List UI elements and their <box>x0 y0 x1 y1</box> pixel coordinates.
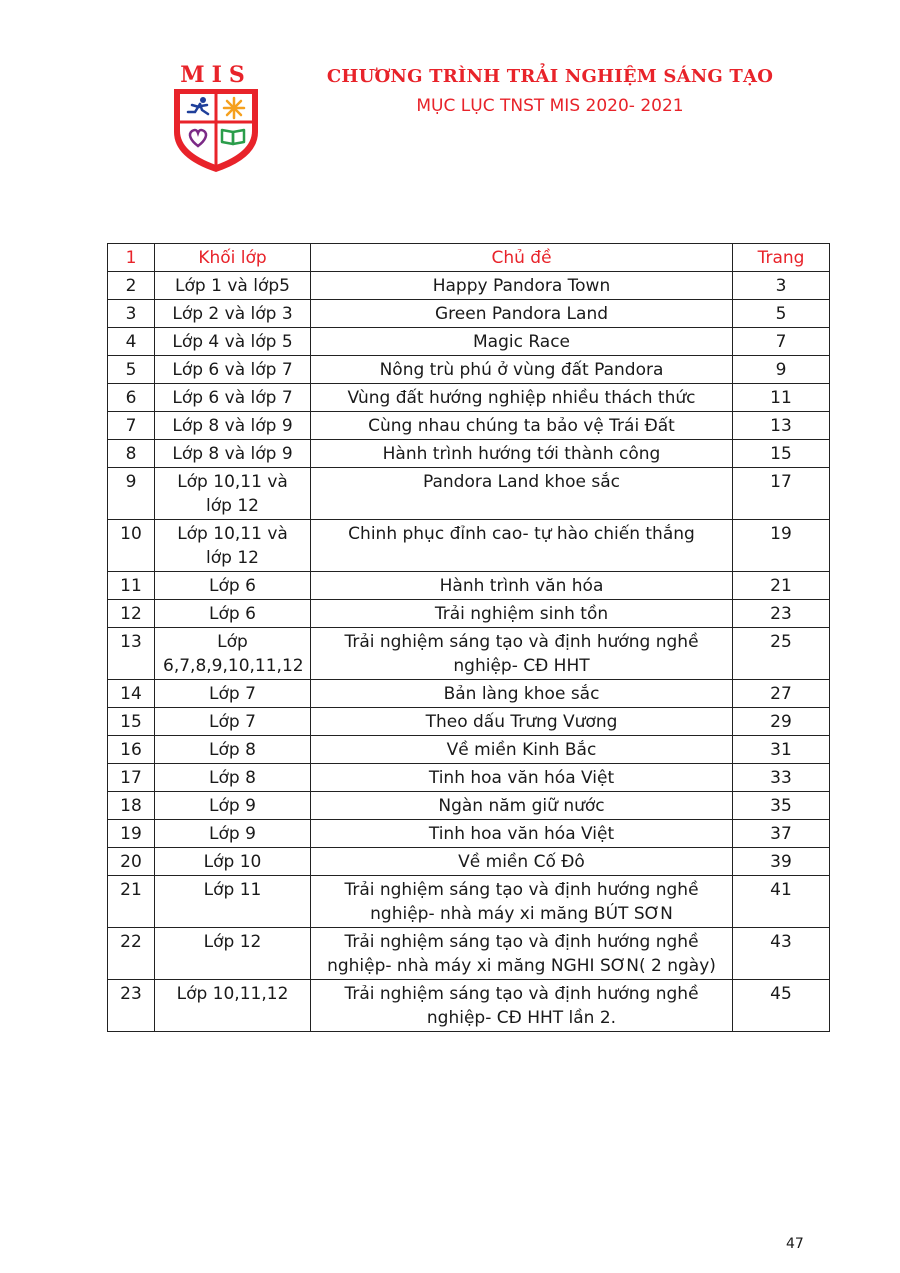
cell-index: 13 <box>108 628 155 680</box>
cell-page: 39 <box>733 848 830 876</box>
table-row <box>108 572 830 600</box>
table-row <box>108 680 830 708</box>
cell-index: 4 <box>108 328 155 356</box>
cell-topic: Magic Race <box>311 328 733 356</box>
header-page: Trang <box>733 244 830 272</box>
cell-topic: Hành trình hướng tới thành công <box>311 440 733 468</box>
cell-grade: Lớp 7 <box>155 708 311 736</box>
table-row <box>108 300 830 328</box>
cell-topic: Chinh phục đỉnh cao- tự hào chiến thắng <box>311 520 733 572</box>
cell-topic: Trải nghiệm sáng tạo và định hướng nghề nghiệp- CĐ HHT <box>311 628 733 680</box>
cell-grade: Lớp 10,11 và lớp 12 <box>155 520 311 572</box>
cell-page: 3 <box>733 272 830 300</box>
cell-grade: Lớp 10,11 và lớp 12 <box>155 468 311 520</box>
cell-index: 14 <box>108 680 155 708</box>
cell-grade: Lớp 10,11,12 <box>155 980 311 1032</box>
cell-grade: Lớp 6 và lớp 7 <box>155 384 311 412</box>
cell-topic: Về miền Kinh Bắc <box>311 736 733 764</box>
table-row <box>108 928 830 980</box>
cell-topic: Cùng nhau chúng ta bảo vệ Trái Đất <box>311 412 733 440</box>
cell-index: 2 <box>108 272 155 300</box>
cell-page: 37 <box>733 820 830 848</box>
cell-topic: Hành trình văn hóa <box>311 572 733 600</box>
cell-index: 18 <box>108 792 155 820</box>
cell-topic: Pandora Land khoe sắc <box>311 468 733 520</box>
cell-page: 35 <box>733 792 830 820</box>
header-topic: Chủ đề <box>311 244 733 272</box>
page-subtitle: MỤC LỤC TNST MIS 2020- 2021 <box>416 96 684 116</box>
table-row <box>108 792 830 820</box>
cell-topic: Trải nghiệm sáng tạo và định hướng nghề nghiệp- nhà máy xi măng NGHI SƠN( 2 ngày) <box>311 928 733 980</box>
cell-index: 5 <box>108 356 155 384</box>
cell-grade: Lớp 9 <box>155 820 311 848</box>
table-row <box>108 848 830 876</box>
contents-table <box>107 243 830 1032</box>
page-number: 47 <box>786 1236 804 1252</box>
cell-topic: Vùng đất hướng nghiệp nhiều thách thức <box>311 384 733 412</box>
cell-topic: Ngàn năm giữ nước <box>311 792 733 820</box>
cell-page: 41 <box>733 876 830 928</box>
table-row <box>108 328 830 356</box>
mis-logo <box>166 62 266 174</box>
cell-page: 31 <box>733 736 830 764</box>
cell-grade: Lớp 7 <box>155 680 311 708</box>
cell-grade: Lớp 2 và lớp 3 <box>155 300 311 328</box>
cell-topic: Happy Pandora Town <box>311 272 733 300</box>
cell-page: 7 <box>733 328 830 356</box>
cell-grade: Lớp 1 và lớp5 <box>155 272 311 300</box>
cell-grade: Lớp 8 và lớp 9 <box>155 440 311 468</box>
cell-index: 8 <box>108 440 155 468</box>
cell-index: 10 <box>108 520 155 572</box>
cell-page: 9 <box>733 356 830 384</box>
table-row <box>108 876 830 928</box>
cell-index: 23 <box>108 980 155 1032</box>
cell-grade: Lớp 6 <box>155 572 311 600</box>
cell-grade: Lớp 10 <box>155 848 311 876</box>
cell-page: 25 <box>733 628 830 680</box>
table-header-row <box>108 244 830 272</box>
table-row <box>108 600 830 628</box>
table-row <box>108 764 830 792</box>
header-grade: Khối lớp <box>155 244 311 272</box>
cell-page: 23 <box>733 600 830 628</box>
cell-topic: Tinh hoa văn hóa Việt <box>311 764 733 792</box>
cell-page: 17 <box>733 468 830 520</box>
cell-grade: Lớp 6 và lớp 7 <box>155 356 311 384</box>
cell-index: 15 <box>108 708 155 736</box>
cell-page: 33 <box>733 764 830 792</box>
cell-index: 20 <box>108 848 155 876</box>
cell-grade: Lớp 8 <box>155 764 311 792</box>
table-row <box>108 520 830 572</box>
table-row <box>108 468 830 520</box>
cell-index: 22 <box>108 928 155 980</box>
table-row <box>108 384 830 412</box>
table-row <box>108 356 830 384</box>
table-row <box>108 820 830 848</box>
cell-index: 9 <box>108 468 155 520</box>
cell-grade: Lớp 9 <box>155 792 311 820</box>
cell-grade: Lớp 12 <box>155 928 311 980</box>
cell-topic: Green Pandora Land <box>311 300 733 328</box>
table-row <box>108 736 830 764</box>
cell-index: 16 <box>108 736 155 764</box>
cell-topic: Bản làng khoe sắc <box>311 680 733 708</box>
cell-index: 6 <box>108 384 155 412</box>
sun-icon <box>224 98 244 118</box>
cell-topic: Trải nghiệm sáng tạo và định hướng nghề nghiệp- nhà máy xi măng BÚT SƠN <box>311 876 733 928</box>
cell-index: 11 <box>108 572 155 600</box>
page-title: CHƯƠNG TRÌNH TRẢI NGHIỆM SÁNG TẠO <box>326 66 774 87</box>
cell-page: 43 <box>733 928 830 980</box>
cell-grade: Lớp 4 và lớp 5 <box>155 328 311 356</box>
cell-topic: Trải nghiệm sinh tồn <box>311 600 733 628</box>
cell-index: 21 <box>108 876 155 928</box>
cell-grade: Lớp 8 <box>155 736 311 764</box>
cell-page: 15 <box>733 440 830 468</box>
cell-topic: Trải nghiệm sáng tạo và định hướng nghề nghiệp- CĐ HHT lần 2. <box>311 980 733 1032</box>
cell-index: 19 <box>108 820 155 848</box>
cell-page: 11 <box>733 384 830 412</box>
cell-page: 29 <box>733 708 830 736</box>
cell-page: 19 <box>733 520 830 572</box>
cell-page: 5 <box>733 300 830 328</box>
cell-index: 7 <box>108 412 155 440</box>
cell-grade: Lớp 6 <box>155 600 311 628</box>
cell-index: 3 <box>108 300 155 328</box>
table-row <box>108 708 830 736</box>
cell-grade: Lớp 6,7,8,9,10,11,12 <box>155 628 311 680</box>
cell-grade: Lớp 8 và lớp 9 <box>155 412 311 440</box>
cell-topic: Tinh hoa văn hóa Việt <box>311 820 733 848</box>
cell-grade: Lớp 11 <box>155 876 311 928</box>
cell-topic: Theo dấu Trưng Vương <box>311 708 733 736</box>
cell-index: 17 <box>108 764 155 792</box>
cell-page: 13 <box>733 412 830 440</box>
table-row <box>108 440 830 468</box>
logo-text: MIS <box>180 62 252 88</box>
table-row <box>108 980 830 1032</box>
table-row <box>108 272 830 300</box>
cell-topic: Về miền Cố Đô <box>311 848 733 876</box>
cell-page: 21 <box>733 572 830 600</box>
cell-index: 12 <box>108 600 155 628</box>
table-row <box>108 628 830 680</box>
header-index: 1 <box>108 244 155 272</box>
cell-page: 45 <box>733 980 830 1032</box>
cell-page: 27 <box>733 680 830 708</box>
table-row <box>108 412 830 440</box>
cell-topic: Nông trù phú ở vùng đất Pandora <box>311 356 733 384</box>
